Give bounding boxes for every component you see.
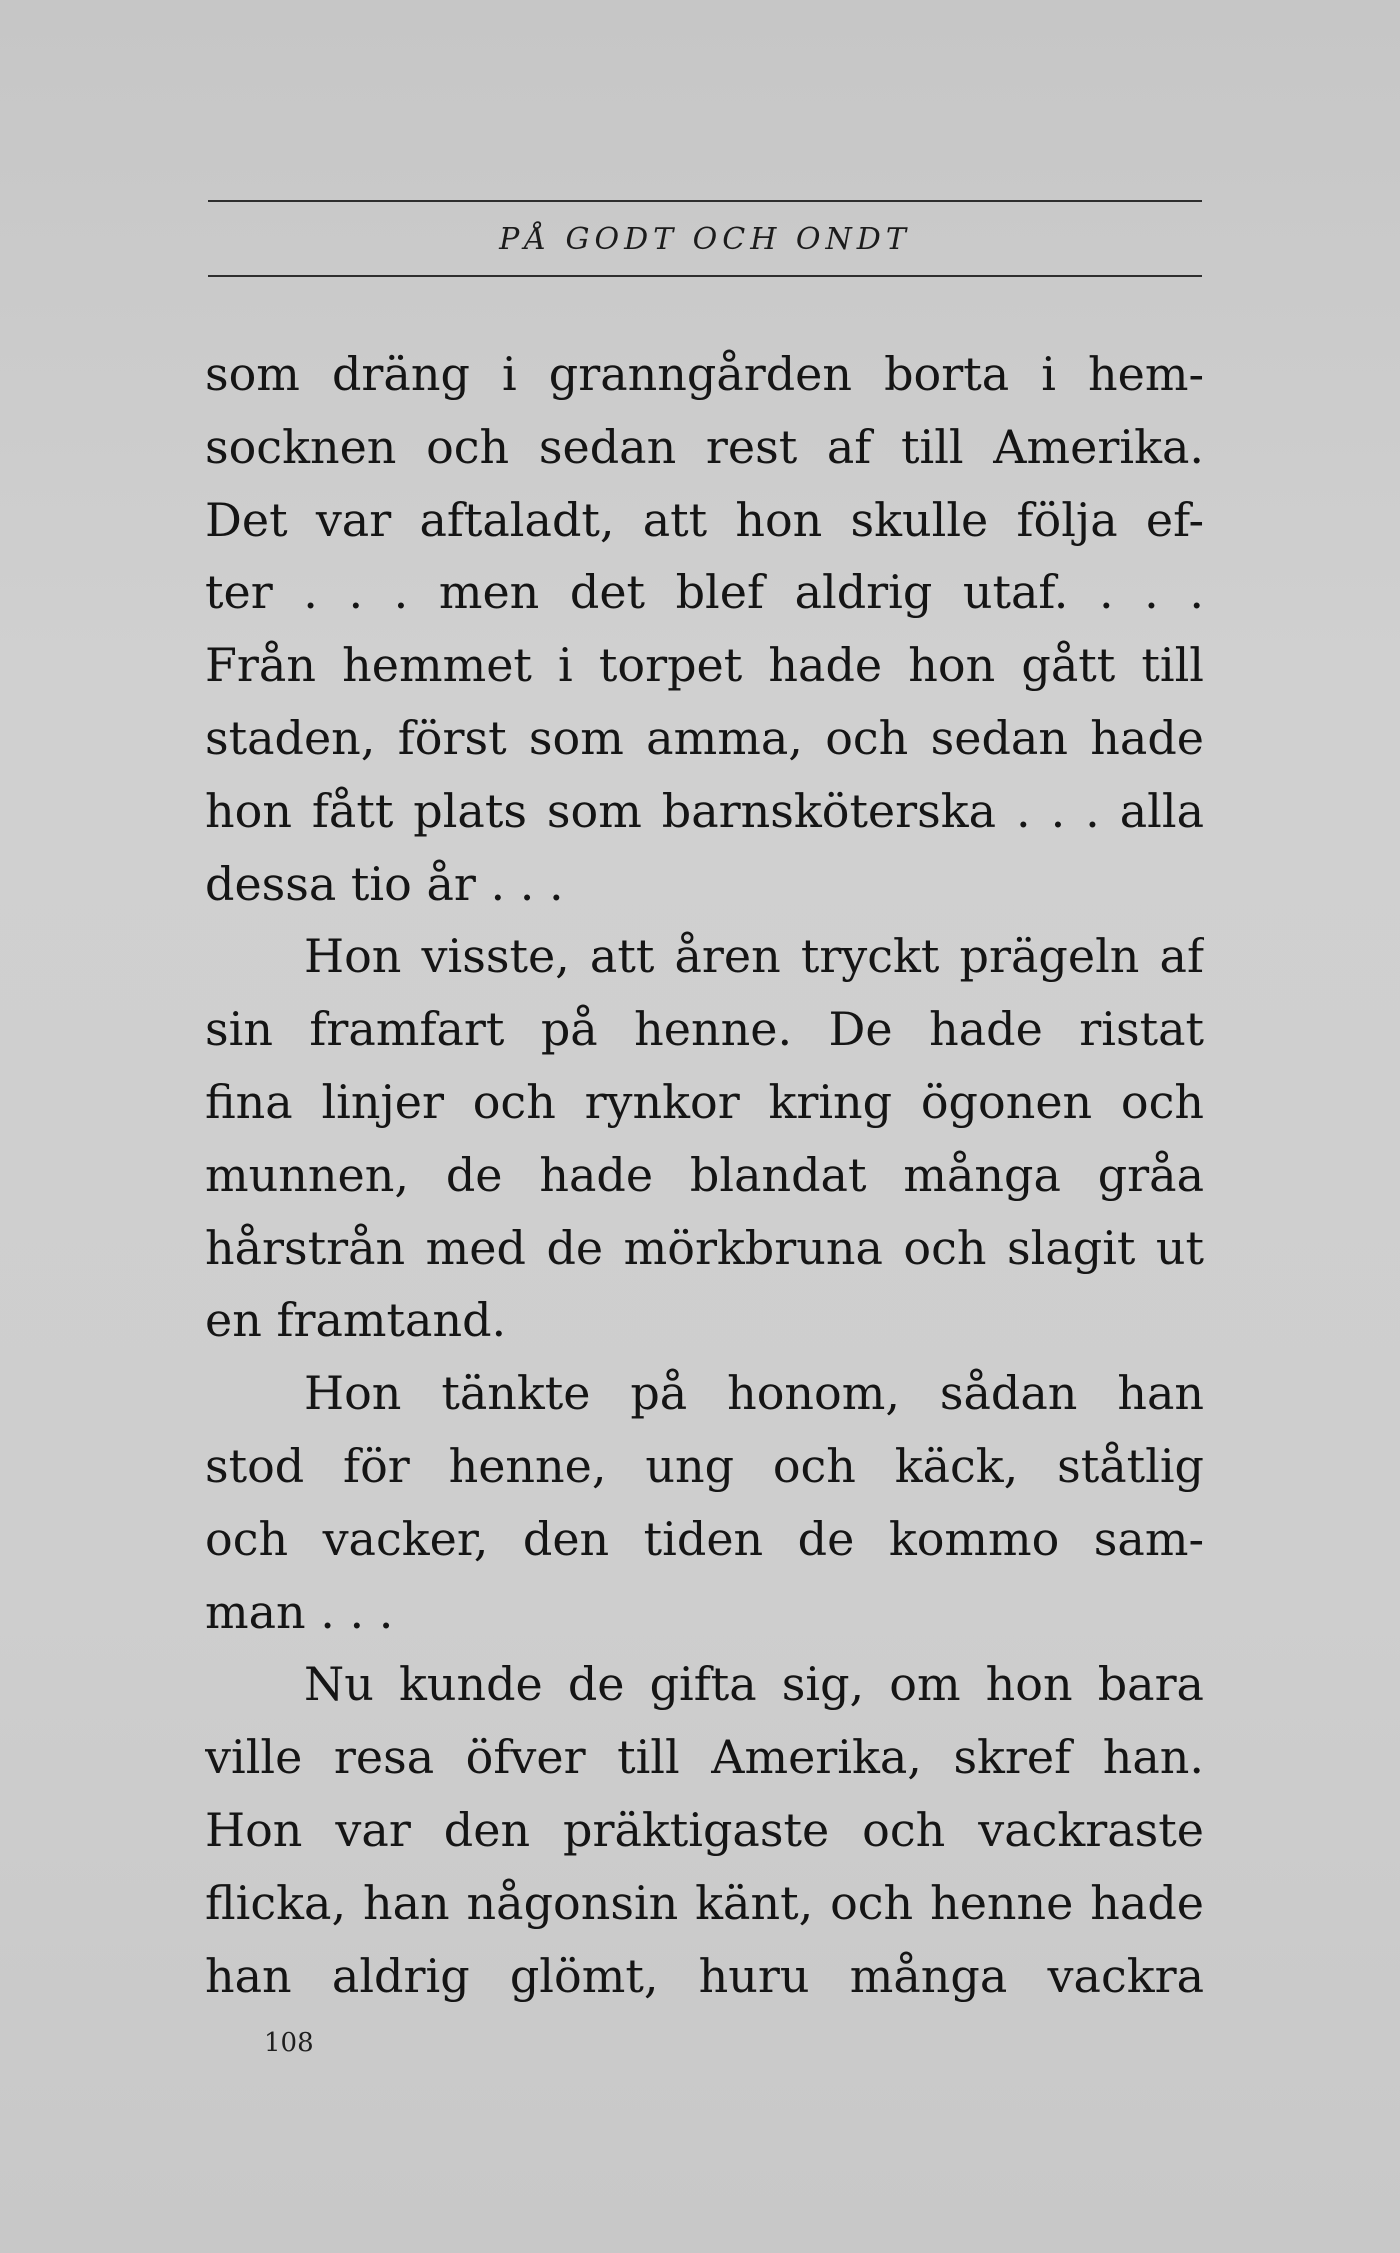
running-header	[208, 200, 1202, 277]
text-line: fina linjer och rynkor kring ögonen och	[205, 1074, 1204, 1129]
text-line: man . . .	[205, 1584, 394, 1639]
text-line: som dräng i granngården borta i hem-	[205, 347, 1204, 401]
running-title: PÅ GODT OCH ONDT	[499, 222, 911, 257]
text-line: Det var aftaladt, att hon skulle följa ef-	[205, 492, 1204, 547]
page-number: 108	[264, 2028, 314, 2058]
text-line: Nu kunde de gifta sig, om hon bara	[304, 1657, 1204, 1712]
text-line: Hon var den präktigaste och vackraste	[205, 1802, 1204, 1857]
text-line: en framtand.	[205, 1293, 507, 1348]
text-line: munnen, de hade blandat många gråa	[205, 1147, 1204, 1202]
text-line: sin framfart på henne. De hade ristat	[205, 1002, 1204, 1057]
text-line: ville resa öfver till Amerika, skref han.	[205, 1730, 1204, 1785]
text-line: socknen och sedan rest af till Amerika.	[205, 419, 1204, 474]
text-line: dessa tio år . . .	[205, 856, 564, 911]
text-line: han aldrig glömt, huru många vackra	[205, 1948, 1204, 2003]
text-line: Hon visste, att åren tryckt prägeln af	[304, 929, 1204, 984]
text-line: flicka, han någonsin känt, och henne hade	[205, 1875, 1204, 1930]
text-line: och vacker, den tiden de kommo sam-	[205, 1511, 1204, 1566]
text-line: stod för henne, ung och käck, ståtlig	[205, 1438, 1204, 1493]
text-line: staden, först som amma, och sedan hade	[205, 710, 1204, 765]
text-line: Från hemmet i torpet hade hon gått till	[205, 638, 1204, 693]
text-line: Hon tänkte på honom, sådan han	[304, 1366, 1204, 1421]
text-line: hårstrån med de mörkbruna och slagit ut	[205, 1220, 1204, 1275]
text-line: ter . . . men det blef aldrig utaf. . . .	[205, 565, 1204, 620]
header-rule-bottom	[208, 275, 1202, 277]
text-line: hon fått plats som barnsköterska . . . alla	[205, 783, 1204, 838]
body-text	[205, 338, 1204, 2012]
